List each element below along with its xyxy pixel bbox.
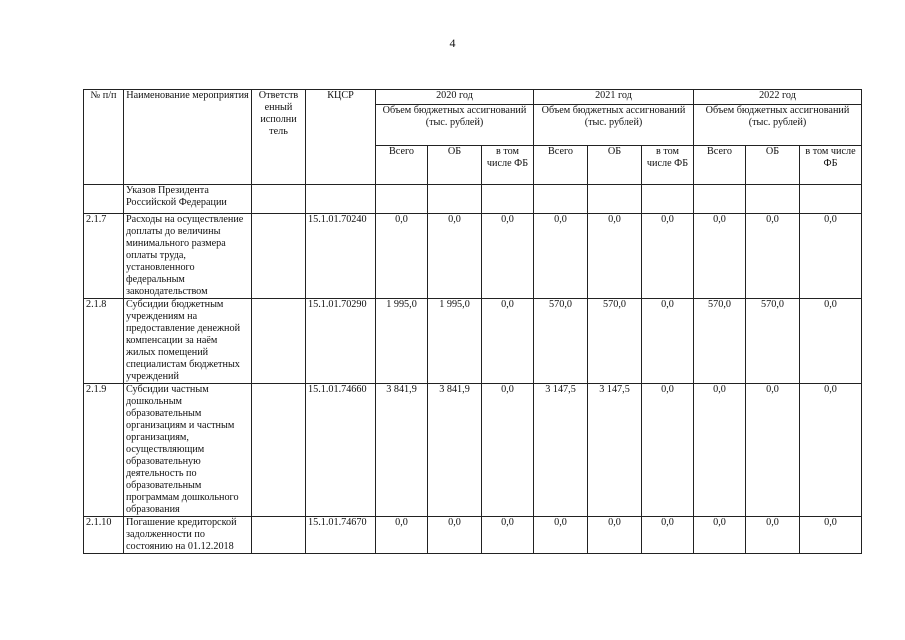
cell-total-2021: 3 147,5: [534, 384, 588, 517]
budget-table: [83, 89, 862, 554]
header-kcsr: КЦСР: [306, 90, 376, 185]
page-number: 4: [449, 36, 456, 50]
cell-total-2022: 570,0: [694, 299, 746, 384]
header-allocation-2022: Объем бюджетных ассигнований (тыс. рублей): [694, 105, 862, 146]
cell-ob-2020: 1 995,0: [428, 299, 482, 384]
cell-name: Субсидии частным дошкольным образовательным организациям и частным организациям, осуществляющим образовательную деятельность по образовательным программам дошкольного образования: [124, 384, 252, 517]
cell-total-2020: 1 995,0: [376, 299, 428, 384]
cell-total-2020: 0,0: [376, 517, 428, 554]
cell-ob-2020: 3 841,9: [428, 384, 482, 517]
cell-fb-2021: 0,0: [642, 299, 694, 384]
cell-responsible: [252, 384, 306, 517]
cell-empty: [376, 185, 428, 214]
header-allocation-2021: Объем бюджетных ассигнований (тыс. рублей): [534, 105, 694, 146]
header-allocation-2020: Объем бюджетных ассигнований (тыс. рублей): [376, 105, 534, 146]
cell-fb-2022: 0,0: [800, 214, 862, 299]
cell-num: 2.1.7: [84, 214, 124, 299]
cell-responsible: [252, 299, 306, 384]
cell-ob-2021: 3 147,5: [588, 384, 642, 517]
table-row-continuation: [84, 185, 862, 214]
cell-total-2020: 0,0: [376, 214, 428, 299]
cell-ob-2020: 0,0: [428, 214, 482, 299]
cell-name: Указов Президента Российской Федерации: [124, 185, 252, 214]
cell-kcsr: 15.1.01.70290: [306, 299, 376, 384]
cell-num: 2.1.10: [84, 517, 124, 554]
cell-responsible: [252, 517, 306, 554]
cell-name: Расходы на осуществление доплаты до величины минимального размера оплаты труда, установленного федеральным законодательством: [124, 214, 252, 299]
table-row: [84, 384, 862, 517]
cell-fb-2021: 0,0: [642, 384, 694, 517]
header-ob-2022: ОБ: [746, 146, 800, 185]
cell-ob-2022: 0,0: [746, 384, 800, 517]
header-num: № п/п: [84, 90, 124, 185]
cell-num: [84, 185, 124, 214]
header-total-2020: Всего: [376, 146, 428, 185]
cell-kcsr: 15.1.01.74660: [306, 384, 376, 517]
header-year-2020: 2020 год: [376, 90, 534, 105]
cell-total-2020: 3 841,9: [376, 384, 428, 517]
header-fb-2022: в том числе ФБ: [800, 146, 862, 185]
cell-ob-2021: 0,0: [588, 517, 642, 554]
cell-empty: [746, 185, 800, 214]
cell-num: 2.1.8: [84, 299, 124, 384]
header-total-2021: Всего: [534, 146, 588, 185]
cell-fb-2020: 0,0: [482, 214, 534, 299]
table-row: [84, 214, 862, 299]
header-name: Наименование мероприятия: [124, 90, 252, 185]
cell-empty: [800, 185, 862, 214]
cell-total-2021: 0,0: [534, 214, 588, 299]
cell-name: Субсидии бюджетным учреждениям на предоставление денежной компенсации за наём жилых помещений специалистам бюджетных учреждений: [124, 299, 252, 384]
cell-kcsr: [306, 185, 376, 214]
cell-empty: [482, 185, 534, 214]
cell-fb-2022: 0,0: [800, 384, 862, 517]
cell-name: Погашение кредиторской задолженности по состоянию на 01.12.2018: [124, 517, 252, 554]
cell-ob-2020: 0,0: [428, 517, 482, 554]
cell-fb-2022: 0,0: [800, 517, 862, 554]
cell-responsible: [252, 214, 306, 299]
cell-kcsr: 15.1.01.70240: [306, 214, 376, 299]
cell-ob-2021: 570,0: [588, 299, 642, 384]
cell-total-2021: 0,0: [534, 517, 588, 554]
table-row: [84, 517, 862, 554]
header-responsible: Ответств енный исполни тель: [252, 90, 306, 185]
cell-total-2022: 0,0: [694, 214, 746, 299]
cell-kcsr: 15.1.01.74670: [306, 517, 376, 554]
cell-fb-2021: 0,0: [642, 517, 694, 554]
cell-empty: [534, 185, 588, 214]
header-fb-2021: в том числе ФБ: [642, 146, 694, 185]
header-year-2022: 2022 год: [694, 90, 862, 105]
header-fb-2020: в том числе ФБ: [482, 146, 534, 185]
cell-ob-2022: 0,0: [746, 214, 800, 299]
cell-total-2022: 0,0: [694, 517, 746, 554]
cell-empty: [588, 185, 642, 214]
cell-empty: [694, 185, 746, 214]
table-row: [84, 299, 862, 384]
cell-responsible: [252, 185, 306, 214]
header-ob-2020: ОБ: [428, 146, 482, 185]
cell-empty: [642, 185, 694, 214]
cell-total-2021: 570,0: [534, 299, 588, 384]
cell-num: 2.1.9: [84, 384, 124, 517]
cell-fb-2020: 0,0: [482, 299, 534, 384]
cell-fb-2020: 0,0: [482, 517, 534, 554]
cell-total-2022: 0,0: [694, 384, 746, 517]
cell-ob-2022: 0,0: [746, 517, 800, 554]
cell-fb-2020: 0,0: [482, 384, 534, 517]
cell-fb-2021: 0,0: [642, 214, 694, 299]
header-ob-2021: ОБ: [588, 146, 642, 185]
cell-empty: [428, 185, 482, 214]
header-total-2022: Всего: [694, 146, 746, 185]
cell-ob-2022: 570,0: [746, 299, 800, 384]
header-year-2021: 2021 год: [534, 90, 694, 105]
cell-fb-2022: 0,0: [800, 299, 862, 384]
cell-ob-2021: 0,0: [588, 214, 642, 299]
